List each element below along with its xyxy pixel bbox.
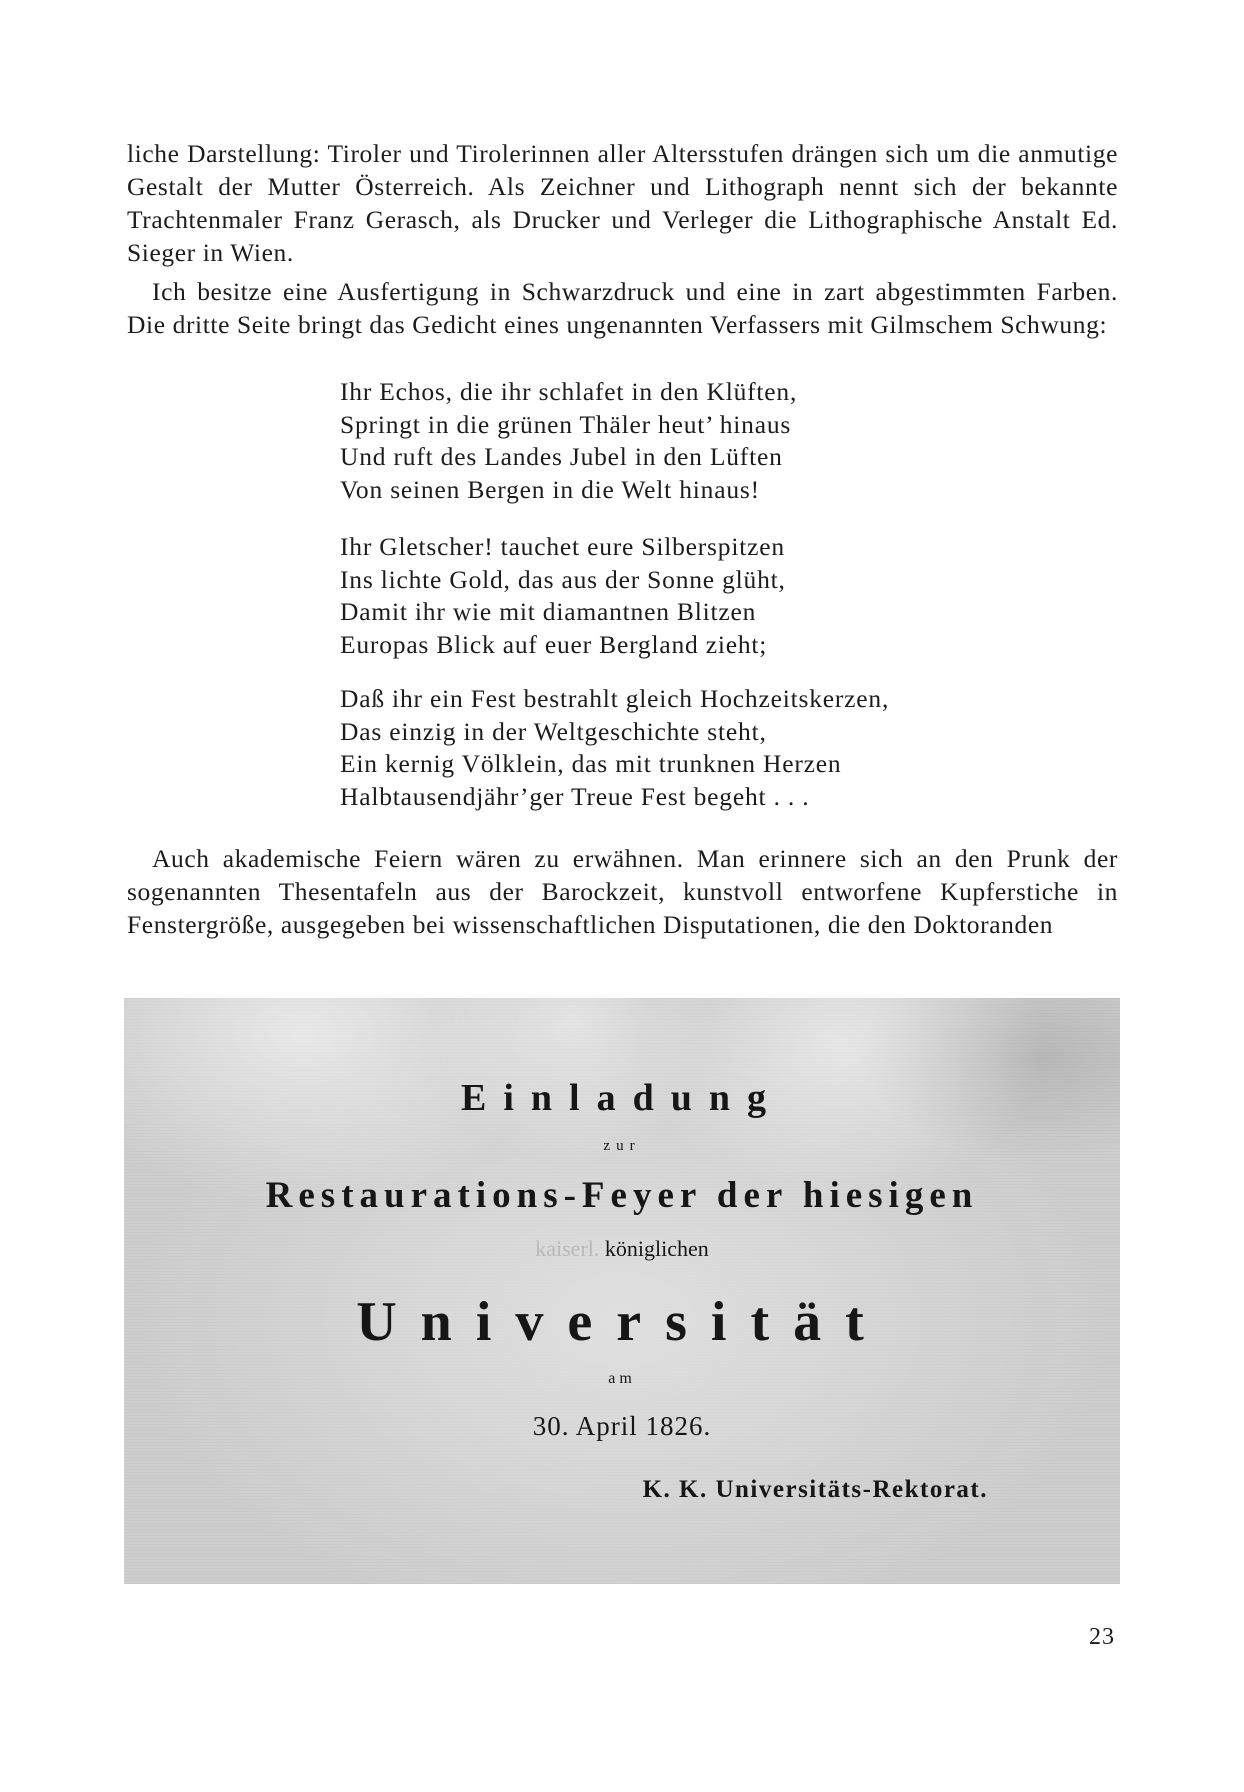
poem-stanza-1 — [340, 376, 797, 506]
poem-line: Und ruft des Landes Jubel in den Lüften — [340, 442, 783, 471]
invitation-occasion: Restaurations-Feyer der hiesigen — [265, 1175, 979, 1216]
poem-line: Ins lichte Gold, das aus der Sonne glüht, — [340, 564, 786, 594]
paragraph-3-text: Auch akademische Feiern wären zu erwähnen. Man erinnere sich an den Prunk der sogenannten Thesentafeln aus der Barockzeit, kunstvoll entworfene Kupferstiche in Fenstergröße, ausgegeben bei wissenschaftlichen Disputationen, die den Doktoranden — [127, 844, 1118, 939]
poem-line: Halbtausendjähr’ger Treue Fest begeht . . . — [340, 781, 810, 811]
invitation-kk-faint: kaiserl. — [535, 1236, 600, 1261]
poem-line: Damit ihr wie mit diamantnen Blitzen — [340, 597, 757, 626]
invitation-zur: zur — [603, 1138, 641, 1154]
poem-line: Europas Blick auf euer Bergland zieht; — [340, 629, 768, 659]
poem-line: Das einzig in der Weltgeschichte steht, — [340, 716, 767, 746]
paragraph-2 — [127, 275, 1118, 341]
invitation-university: Universität — [356, 1291, 888, 1353]
paragraph-1-text: liche Darstellung: Tiroler und Tirolerinnen aller Altersstufen drängen sich um die anmutige Gestalt der Mutter Österreich. Als Zeichner und Lithograph nennt sich der bekannte Trachtenmaler Franz Gerasch, als Drucker und Verleger die Lithographische Anstalt Ed. Sieger in Wien. — [127, 139, 1118, 267]
poem-line: Ein kernig Völklein, das mit trunknen Herzen — [340, 749, 842, 778]
paragraph-3 — [127, 842, 1118, 941]
poem-stanza-3 — [340, 683, 889, 813]
poem-line: Springt in die grünen Thäler heut’ hinaus — [340, 409, 792, 439]
invitation-kk-visible: königlichen — [604, 1236, 709, 1261]
invitation-title: Einladung — [461, 1077, 783, 1119]
invitation-kk-line — [124, 1236, 1120, 1262]
invitation-signature: K. K. Universitäts-Rektorat. — [642, 1476, 988, 1503]
page-number: 23 — [1089, 1624, 1115, 1650]
invitation-am: am — [608, 1370, 636, 1387]
invitation-date: 30. April 1826. — [532, 1411, 712, 1441]
poem-line: Ihr Gletscher! tauchet eure Silberspitzen — [340, 532, 785, 561]
invitation-illustration — [124, 998, 1120, 1584]
paragraph-1 — [127, 137, 1118, 269]
poem-line: Von seinen Bergen in die Welt hinaus! — [340, 474, 760, 504]
poem-stanza-2 — [340, 531, 786, 661]
poem-line: Daß ihr ein Fest bestrahlt gleich Hochzeitskerzen, — [340, 684, 890, 713]
poem-line: Ihr Echos, die ihr schlafet in den Klüften, — [340, 377, 798, 406]
paragraph-2-text: Ich besitze eine Ausfertigung in Schwarzdruck und eine in zart abgestimmten Farben. Die dritte Seite bringt das Gedicht eines ungenannten Verfassers mit Gilmschem Schwung: — [127, 277, 1118, 339]
